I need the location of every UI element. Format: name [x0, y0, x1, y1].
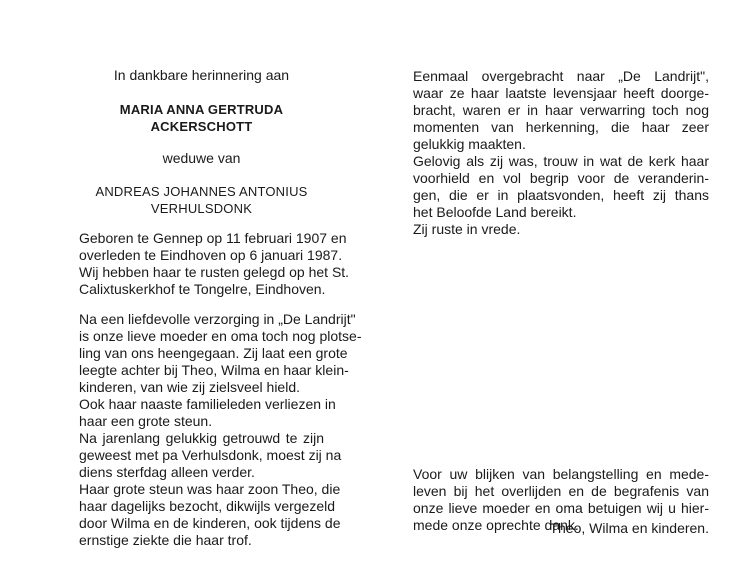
- text-line: Voor uw blijken van belangstelling en mede-: [413, 466, 709, 482]
- text-line: door Wilma en de kinderen, ook tijdens de: [79, 515, 341, 531]
- text-line: haar een grote steun.: [79, 413, 213, 429]
- text-line: onze lieve moeder en oma betuigen wij u hier-: [413, 500, 709, 516]
- husband-name-line-1: ANDREAS JOHANNES ANTONIUS: [95, 184, 308, 199]
- text-line: geweest met pa Verhulsdonk, moest zij na: [79, 447, 342, 463]
- text-line: voorhield en vol begrip voor de veranderin-: [413, 170, 709, 186]
- text-line: diens sterfdag alleen verder.: [79, 464, 255, 480]
- intro-text: In dankbare herinnering aan: [113, 67, 290, 83]
- text-line: momenten van herkenning, die haar zeer: [413, 119, 709, 135]
- text-line: Na een liefdevolle verzorging in „De Landrijt": [79, 311, 356, 327]
- text-line: mede onze oprechte dank.: [413, 517, 579, 533]
- deceased-name-line-1: MARIA ANNA GERTRUDA: [119, 102, 284, 117]
- text-line: Geboren te Gennep op 11 februari 1907 en: [79, 230, 347, 246]
- life-paragraph: [79, 311, 362, 549]
- final-year-paragraph: [413, 68, 709, 238]
- text-line: gen, die er in plaatsvonden, heeft zij thans: [413, 187, 709, 203]
- text-line: ernstige ziekte die haar trof.: [79, 532, 252, 548]
- text-line: overleden te Eindhoven op 6 januari 1987.: [79, 247, 343, 263]
- text-line: leven bij het overlijden en de begrafenis van: [413, 483, 709, 499]
- text-line: kinderen, van wie zij zielsveel hield.: [79, 379, 300, 395]
- text-line: Calixtuskerkhof te Tongelre, Eindhoven.: [79, 281, 326, 297]
- text-line: waar ze haar laatste levensjaar heeft doorge-: [413, 85, 709, 101]
- text-line: Wij hebben haar te rusten gelegd op het St.: [79, 264, 350, 280]
- signature: Theo, Wilma en kinderen.: [549, 520, 709, 536]
- widow-of-text: weduwe van: [162, 150, 241, 166]
- text-line: Ook haar naaste familieleden verliezen in: [79, 396, 336, 412]
- text-line: bracht, waren er in haar verwarring toch nog: [413, 102, 709, 118]
- text-line: Gelovig als zij was, trouw in wat de kerk haar: [413, 153, 709, 169]
- text-line: is onze lieve moeder en oma toch nog plotse-: [79, 328, 362, 344]
- text-line: Zij ruste in vrede.: [413, 221, 521, 237]
- husband-name-line-2: VERHULSDONK: [150, 201, 253, 216]
- text-line: Haar grote steun was haar zoon Theo, die: [79, 481, 341, 497]
- husband-name: [79, 183, 324, 217]
- text-line: gelukkig maakten.: [413, 136, 526, 152]
- text-line: Na jarenlang gelukkig getrouwd te zijn: [79, 430, 324, 446]
- deceased-name: [79, 101, 324, 135]
- text-line: ling van ons heengegaan. Zij laat een grote: [79, 345, 348, 361]
- deceased-name-line-2: ACKERSCHOTT: [150, 119, 253, 134]
- birth-death-paragraph: [79, 230, 350, 298]
- text-line: het Beloofde Land bereikt.: [413, 204, 577, 220]
- text-line: leegte achter bij Theo, Wilma en haar klein-: [79, 362, 349, 378]
- text-line: haar dagelijks bezocht, dikwijls vergezeld: [79, 498, 336, 514]
- text-line: Eenmaal overgebracht naar „De Landrijt",: [413, 68, 709, 84]
